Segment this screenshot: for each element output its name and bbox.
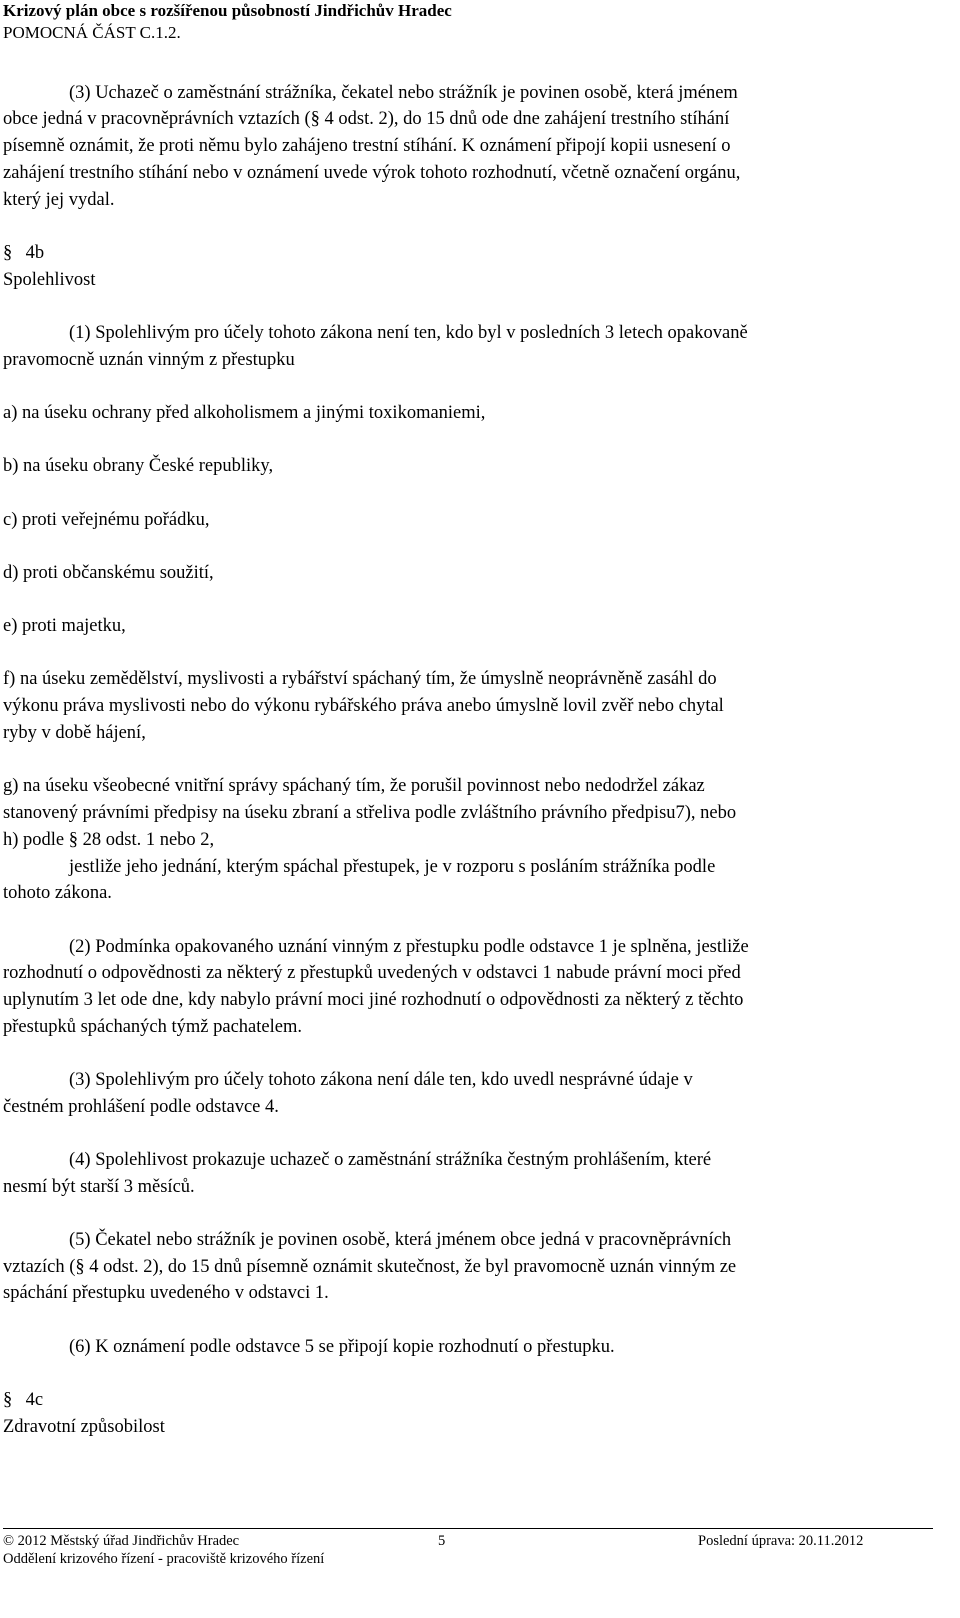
section-title: Spolehlivost <box>3 270 96 290</box>
text-line: (4) Spolehlivost prokazuje uchazeč o zaměstnání strážníka čestným prohlášením, které <box>69 1150 712 1170</box>
section-symbol: § <box>3 243 13 263</box>
footer-department: Oddělení krizového řízení - pracoviště krizového řízení <box>3 1551 325 1567</box>
text-line: stanovený právními předpisy na úseku zbraní a střeliva podle zvláštního právního předpisu7), nebo <box>3 803 737 823</box>
text-line: spáchání přestupku uvedeného v odstavci 1. <box>3 1283 329 1303</box>
text-line: který jej vydal. <box>3 190 115 210</box>
text-line: přestupků spáchaných týmž pachatelem. <box>3 1017 302 1037</box>
footer-divider <box>3 1528 933 1529</box>
text-line: (3) Uchazeč o zaměstnání strážníka, čekatel nebo strážník je povinen osobě, která jménem <box>69 83 738 103</box>
footer-last-modified: Poslední úprava: 20.11.2012 <box>698 1533 864 1549</box>
list-item: f) na úseku zemědělství, myslivosti a rybářství spáchaný tím, že úmyslně neoprávněně zasáhl do <box>3 669 717 689</box>
text-line: obce jedná v pracovněprávních vztazích (§ 4 odst. 2), do 15 dnů ode dne zahájení trestního stíhání <box>3 109 730 129</box>
list-item: c) proti veřejnému pořádku, <box>3 510 210 530</box>
text-line: ryby v době hájení, <box>3 723 146 743</box>
text-line: (5) Čekatel nebo strážník je povinen osobě, která jménem obce jedná v pracovněprávních <box>69 1230 732 1250</box>
page-header <box>3 0 452 44</box>
text-line: (1) Spolehlivým pro účely tohoto zákona není ten, kdo byl v posledních 3 letech opakovaně <box>69 323 748 343</box>
section-number: § 4c <box>3 1387 933 1414</box>
text-line: výkonu práva myslivosti nebo do výkonu rybářského práva anebo úmyslně lovil zvěř nebo chytal <box>3 696 724 716</box>
text-line: nesmí být starší 3 měsíců. <box>3 1177 195 1197</box>
list-item: e) proti majetku, <box>3 616 126 636</box>
list-item: a) na úseku ochrany před alkoholismem a jinými toxikomaniemi, <box>3 403 486 423</box>
text-line: (3) Spolehlivým pro účely tohoto zákona není dále ten, kdo uvedl nesprávné údaje v <box>69 1070 693 1090</box>
page-number: 5 <box>438 1533 446 1549</box>
text-line: vztazích (§ 4 odst. 2), do 15 dnů písemně oznámit skutečnost, že byl pravomocně uznán vinným ze <box>3 1257 737 1277</box>
section-title: Zdravotní způsobilost <box>3 1417 165 1437</box>
list-item: d) proti občanskému soužití, <box>3 563 214 583</box>
text-line: tohoto zákona. <box>3 883 112 903</box>
text-line: (2) Podmínka opakovaného uznání vinným z přestupku podle odstavce 1 je splněna, jestliže <box>69 937 749 957</box>
text-line: pravomocně uznán vinným z přestupku <box>3 350 295 370</box>
text-line: jestliže jeho jednání, kterým spáchal přestupek, je v rozporu s posláním strážníka podle <box>69 857 716 877</box>
list-item: g) na úseku všeobecné vnitřní správy spáchaný tím, že porušil povinnost nebo nedodržel zákaz <box>3 776 705 796</box>
list-item: h) podle § 28 odst. 1 nebo 2, <box>3 830 215 850</box>
text-line: (6) K oznámení podle odstavce 5 se připojí kopie rozhodnutí o přestupku. <box>69 1337 615 1357</box>
text-line: zahájení trestního stíhání nebo v oznámení uvede výrok tohoto rozhodnutí, včetně označení orgánu, <box>3 163 741 183</box>
header-title: Krizový plán obce s rozšířenou působností Jindřichův Hradec <box>3 1 452 20</box>
text-line: rozhodnutí o odpovědnosti za některý z přestupků uvedených v odstavci 1 nabude právní moci před <box>3 963 741 983</box>
footer-copyright: © 2012 Městský úřad Jindřichův Hradec <box>3 1533 240 1549</box>
text-line: písemně oznámit, že proti němu bylo zahájeno trestní stíhání. K oznámení připojí kopii usnesení o <box>3 136 731 156</box>
section-number: § 4b <box>3 240 933 267</box>
text-line: čestném prohlášení podle odstavce 4. <box>3 1097 279 1117</box>
section-symbol: § <box>3 1390 13 1410</box>
header-subtitle: POMOCNÁ ČÁST C.1.2. <box>3 23 181 42</box>
list-item: b) na úseku obrany České republiky, <box>3 456 274 476</box>
text-line: uplynutím 3 let ode dne, kdy nabylo právní moci jiné rozhodnutí o odpovědnosti za některý z těchto <box>3 990 744 1010</box>
